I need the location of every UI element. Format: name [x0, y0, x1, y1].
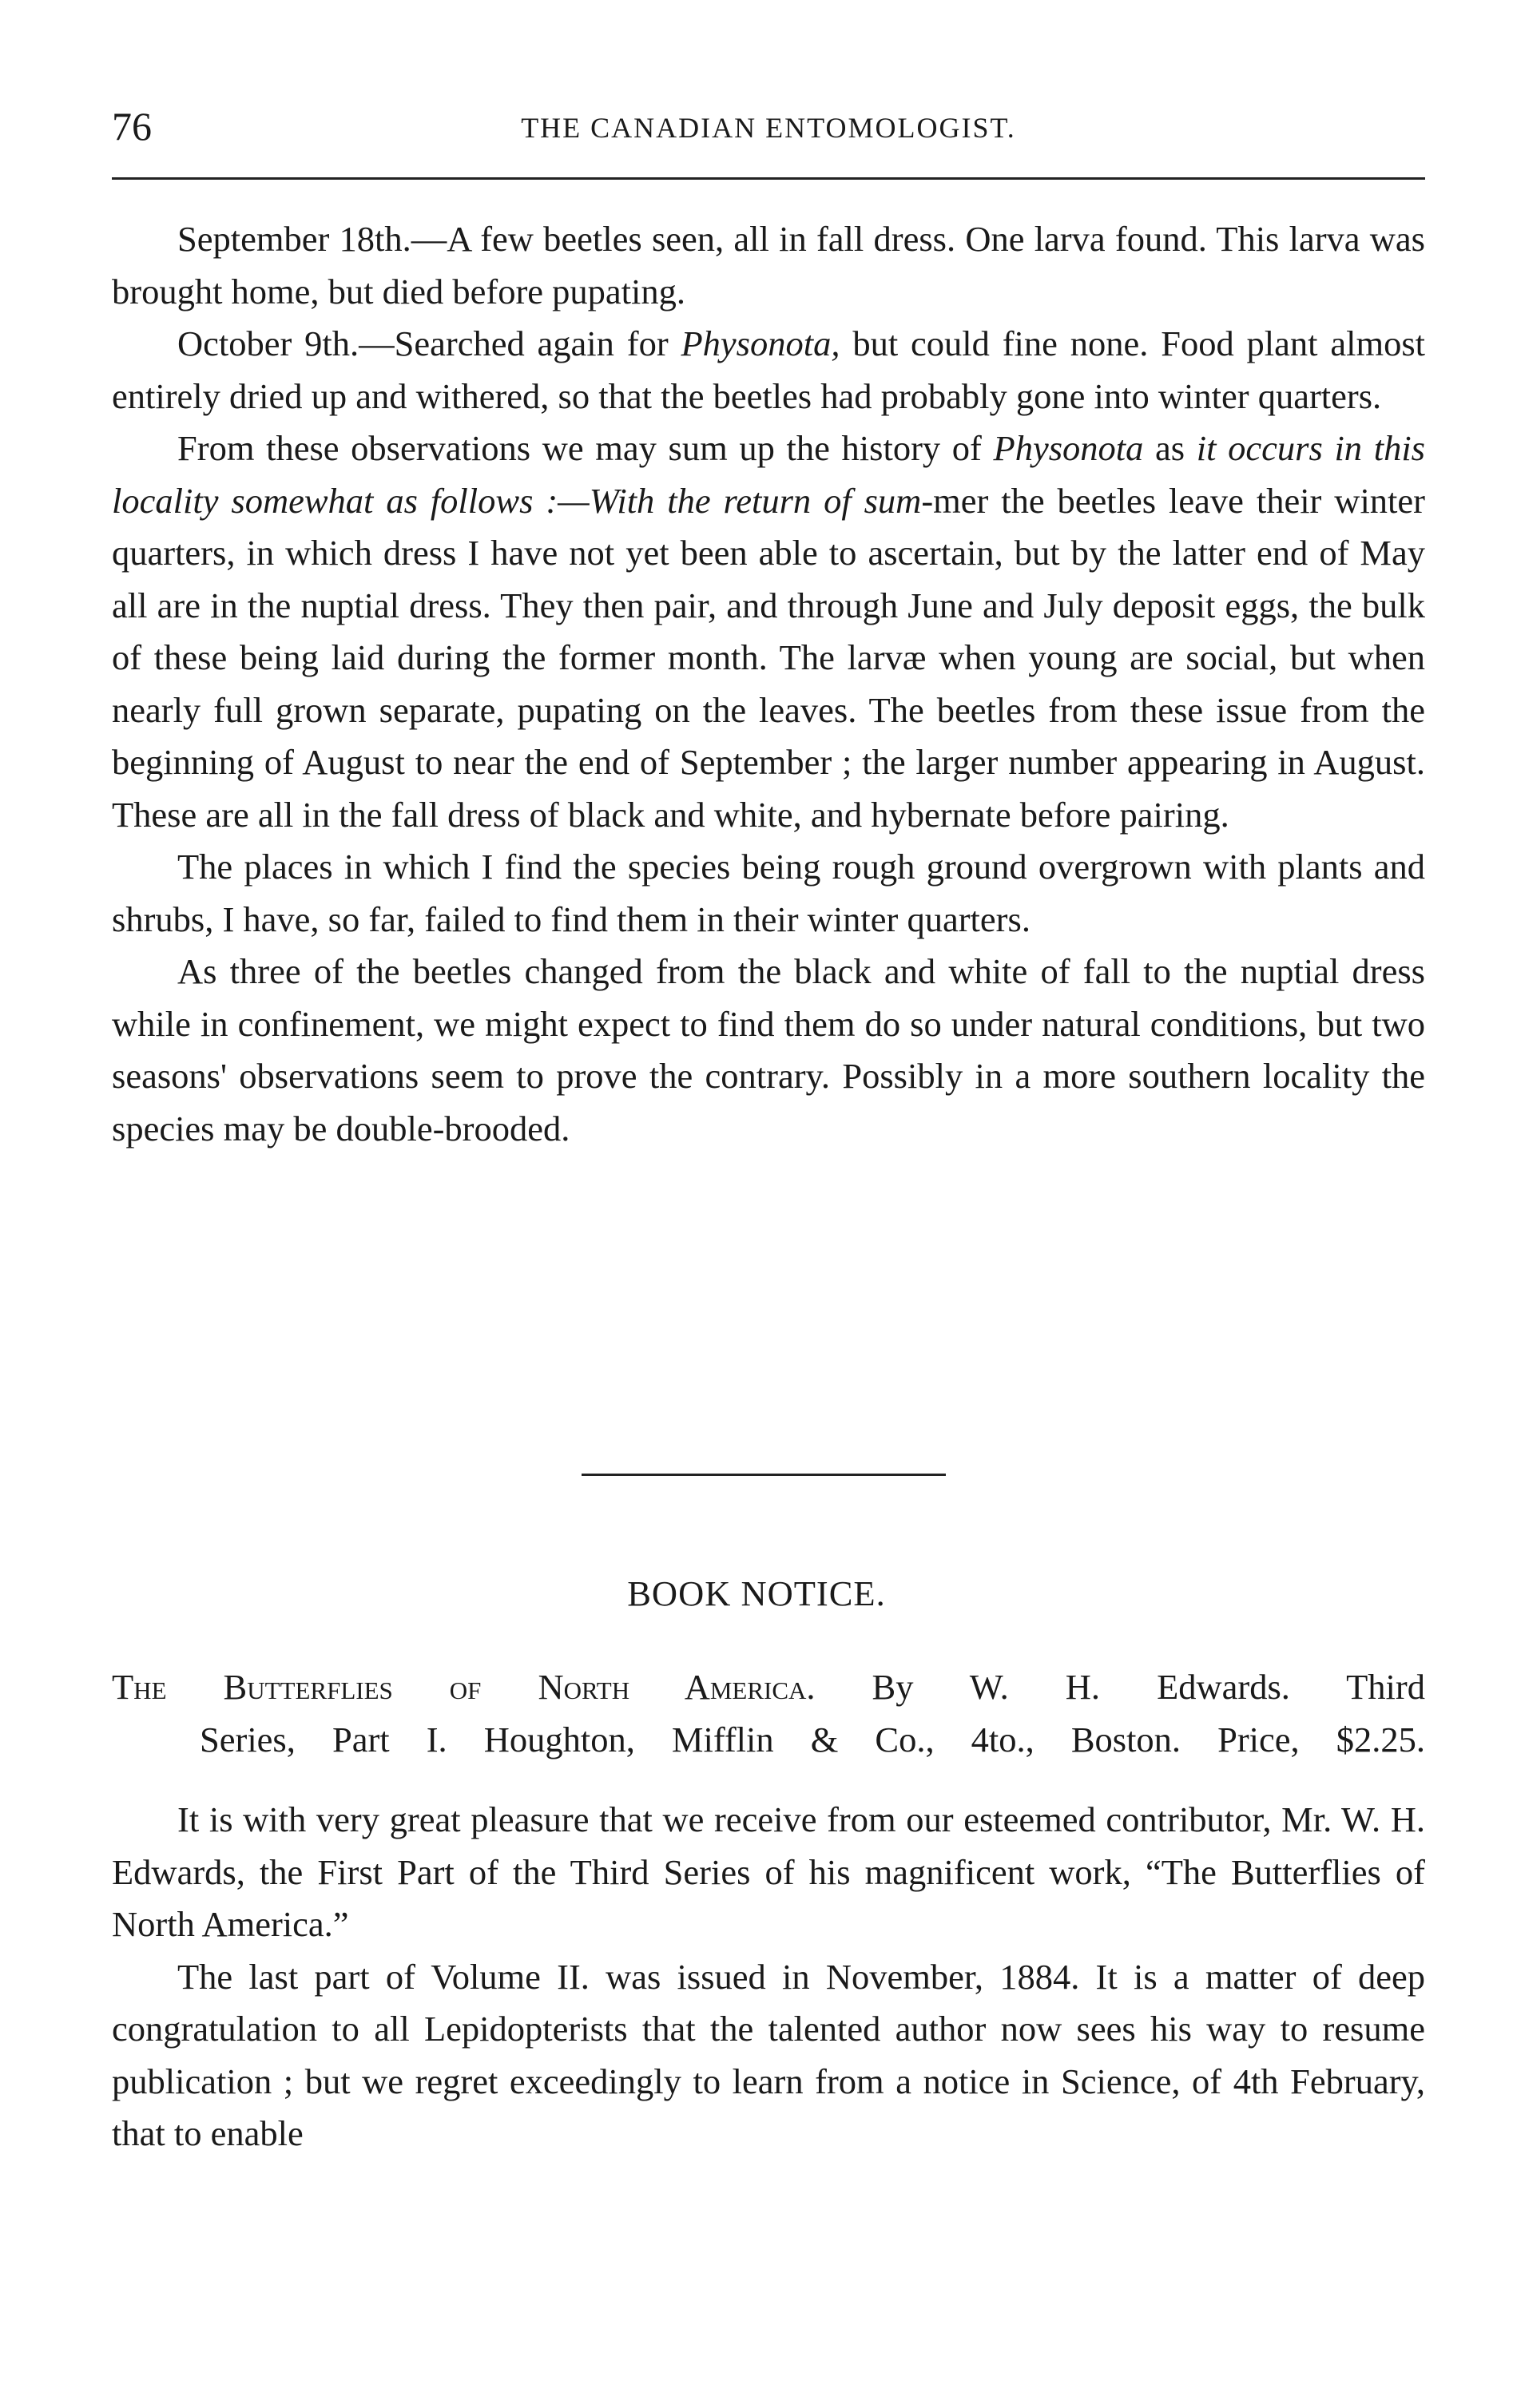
page-header	[112, 102, 1425, 150]
paragraph-text: as	[1143, 428, 1197, 468]
taxon-name: Physonota,	[681, 323, 840, 363]
section-heading: BOOK NOTICE.	[627, 1573, 886, 1613]
citation-publisher: Series, Part I. Houghton, Mifflin & Co., 4to., Boston. Price, $2.25.	[200, 1719, 1425, 1759]
taxon-name: Physonota	[993, 428, 1144, 468]
notice-body	[112, 1794, 1425, 2160]
paragraph-october	[112, 318, 1425, 422]
notice-paragraph: It is with very great pleasure that we receive from our esteemed contributor, Mr. W. H. Edwards, the First Part of the Third Series of his magnificent work, “The Butterflies of North America.”	[112, 1799, 1425, 1944]
paragraph-places: The places in which I find the species being rough ground overgrown with plants and shrubs, I have, so far, failed to find them in their winter quarters.	[112, 847, 1425, 939]
section-divider	[582, 1474, 946, 1476]
paragraph-september: September 18th.—A few beetles seen, all in fall dress. One larva found. This larva was brought home, but died before pupating.	[112, 219, 1425, 311]
paragraph-text: but could fine none. Food plant almost entirely dried up and withered, so that the beetles had probably gone into winter quarters.	[112, 323, 1425, 416]
citation-author: By W. H. Edwards. Third	[872, 1667, 1425, 1707]
paragraph-text: October 9th.—Searched again for	[177, 323, 681, 363]
citation-line	[112, 1661, 1425, 1714]
notice-paragraph: The last part of Volume II. was issued in November, 1884. It is a matter of deep congratulation to all Lepidopterists that the talented author now sees his way to resume publication ; but we regret exceedingly to learn from a notice in Science, of 4th February, that to enable	[112, 1956, 1425, 2153]
paragraph-conclusion: As three of the beetles changed from the black and white of fall to the nuptial dress while in confinement, we might expect to find them do so under natural conditions, but two seasons' observations seem to prove the contrary. Possibly in a more southern locality the species may be double-brooded.	[112, 951, 1425, 1148]
book-title: The Butterflies of North America.	[112, 1667, 816, 1707]
paragraph-text: From these observations we may sum up the history of	[177, 428, 994, 468]
italic-text: it occurs in this locality somewhat as follows :—With the return of sum-	[112, 428, 1426, 521]
page-number: 76	[112, 104, 152, 149]
paragraph-text: mer the beetles leave their winter quarters, in which dress I have not yet been able to ascertain, but by the latter end of May all are in the nuptial dress. They then pair, and through June and July deposit eggs, the bulk of these being laid during the former month. The larvæ when young are social, but when nearly full grown separate, pupating on the leaves. The beetles from these issue from the beginning of August to near the end of September ; the larger number appearing in August. These are all in the fall dress of black and white, and hybernate before pairing.	[112, 480, 1425, 835]
paragraph-summary	[112, 422, 1425, 841]
article-body	[112, 213, 1425, 1155]
book-citation	[112, 1661, 1425, 1766]
running-head: THE CANADIAN ENTOMOLOGIST.	[521, 112, 1016, 144]
header-rule	[112, 177, 1425, 180]
